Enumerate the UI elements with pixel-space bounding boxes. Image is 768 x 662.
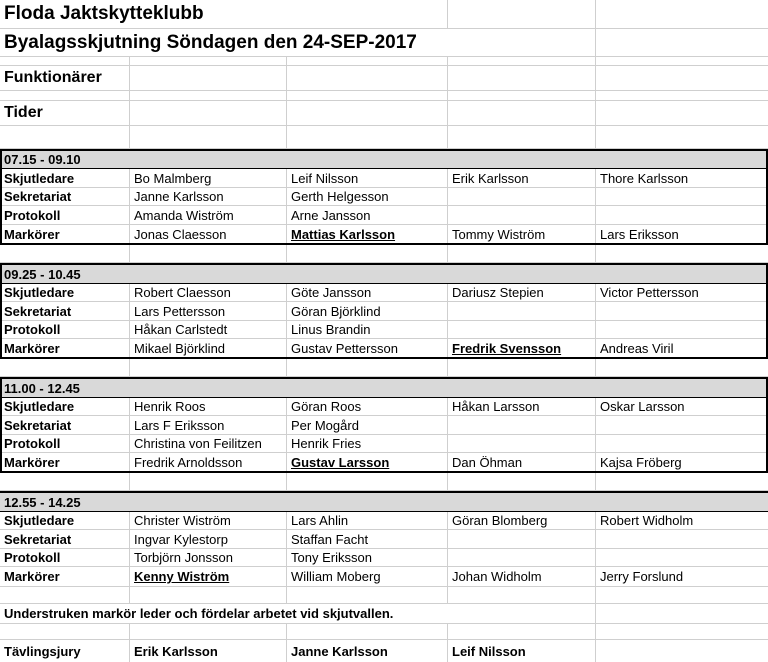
role-label: Skjutledare <box>0 512 130 529</box>
cell[interactable] <box>287 245 448 262</box>
person-cell[interactable] <box>448 188 596 205</box>
person-cell[interactable]: Andreas Viril <box>600 341 674 356</box>
person-cell[interactable]: Dan Öhman <box>448 453 596 472</box>
person-cell[interactable] <box>448 416 596 434</box>
person-cell[interactable]: Göte Jansson <box>287 284 448 301</box>
cell[interactable] <box>0 587 130 603</box>
slot-time: 11.00 - 12.45 <box>4 380 80 396</box>
person-cell[interactable] <box>448 302 596 320</box>
person-cell[interactable]: Göran Blomberg <box>448 512 596 529</box>
table-row <box>0 339 768 359</box>
person-cell[interactable]: Thore Karlsson <box>600 170 689 186</box>
person-cell[interactable]: Lars Ahlin <box>287 512 448 529</box>
cell[interactable] <box>287 126 448 148</box>
sheet-row <box>0 245 768 263</box>
cell[interactable] <box>0 624 130 639</box>
person-cell[interactable]: Linus Brandin <box>287 321 448 338</box>
person-cell[interactable]: Ingvar Kylestorp <box>130 530 287 548</box>
event-title: Byalagsskjutning Söndagen den 24-SEP-2017 <box>4 31 417 53</box>
person-cell[interactable]: Jerry Forslund <box>600 569 684 584</box>
table-row <box>0 398 768 416</box>
cell[interactable] <box>448 0 596 28</box>
cell[interactable] <box>448 57 596 65</box>
slot-time: 07.15 - 09.10 <box>4 152 81 167</box>
cell[interactable] <box>287 101 448 125</box>
cell[interactable] <box>130 126 287 148</box>
person-cell[interactable]: Lars Pettersson <box>130 302 287 320</box>
slot-time-row <box>0 263 768 284</box>
cell[interactable] <box>448 624 596 639</box>
cell[interactable] <box>287 0 448 28</box>
cell[interactable] <box>130 587 287 603</box>
cell[interactable] <box>448 101 596 125</box>
cell[interactable] <box>448 245 596 262</box>
lead-marker-cell[interactable]: Mattias Karlsson <box>287 225 448 244</box>
role-label: Sekretariat <box>0 416 130 434</box>
person-cell[interactable]: Henrik Fries <box>287 435 448 452</box>
table-row <box>0 567 768 587</box>
cell[interactable] <box>130 66 287 90</box>
person-cell[interactable]: Torbjörn Jonsson <box>130 549 287 566</box>
table-row <box>0 169 768 188</box>
sheet-row <box>0 91 768 101</box>
slot-time-row <box>0 149 768 169</box>
sheet-row <box>0 359 768 377</box>
lead-marker-cell[interactable]: Kenny Wiström <box>130 567 287 586</box>
person-cell[interactable]: Victor Pettersson <box>600 285 699 300</box>
person-cell[interactable]: Gustav Pettersson <box>287 339 448 358</box>
person-cell[interactable]: Lars F Eriksson <box>130 416 287 434</box>
cell[interactable] <box>596 359 768 376</box>
role-label: Sekretariat <box>0 302 130 320</box>
person-cell[interactable]: Tommy Wiström <box>448 225 596 244</box>
person-cell[interactable]: Johan Widholm <box>448 567 596 586</box>
table-row <box>0 435 768 453</box>
person-cell[interactable] <box>448 206 596 224</box>
person-cell[interactable]: Göran Roos <box>287 398 448 415</box>
cell[interactable] <box>130 624 287 639</box>
cell[interactable] <box>287 57 448 65</box>
sheet-row <box>0 66 768 91</box>
table-row <box>0 453 768 473</box>
cell[interactable] <box>130 91 287 100</box>
person-cell[interactable]: Christer Wiström <box>130 512 287 529</box>
cell[interactable] <box>287 66 448 90</box>
sheet-row <box>0 126 768 149</box>
person-cell[interactable] <box>448 549 596 566</box>
person-cell[interactable]: Mikael Björklind <box>130 339 287 358</box>
cell[interactable] <box>287 359 448 376</box>
cell[interactable] <box>596 604 768 623</box>
slot-time-row <box>0 377 768 398</box>
cell[interactable] <box>448 604 596 623</box>
table-row <box>0 225 768 245</box>
slot-time: 12.55 - 14.25 <box>4 494 81 510</box>
cell[interactable] <box>287 587 448 603</box>
role-label: Skjutledare <box>0 284 130 301</box>
cell[interactable] <box>130 359 287 376</box>
person-cell[interactable]: Robert Claesson <box>130 284 287 301</box>
person-cell[interactable] <box>448 321 596 338</box>
cell[interactable] <box>0 126 130 148</box>
jury-member[interactable]: Leif Nilsson <box>448 640 596 662</box>
person-cell[interactable] <box>596 321 768 338</box>
role-label: Markörer <box>0 339 130 358</box>
jury-member[interactable]: Janne Karlsson <box>287 640 448 662</box>
person-cell[interactable]: William Moberg <box>287 567 448 586</box>
jury-label: Tävlingsjury <box>0 640 130 662</box>
person-cell[interactable]: Tony Eriksson <box>287 549 448 566</box>
role-label: Sekretariat <box>0 530 130 548</box>
person-cell[interactable] <box>596 302 768 320</box>
cell[interactable] <box>596 126 768 148</box>
person-cell[interactable] <box>596 416 768 434</box>
cell[interactable] <box>287 91 448 100</box>
person-cell[interactable] <box>596 435 768 452</box>
role-label: Skjutledare <box>0 169 130 187</box>
table-row <box>0 206 768 225</box>
role-label: Protokoll <box>0 321 130 338</box>
slot-time: 09.25 - 10.45 <box>4 266 81 282</box>
sheet-row <box>0 473 768 491</box>
person-cell[interactable]: Fredrik Arnoldsson <box>130 453 287 472</box>
functionaries-heading: Funktionärer <box>0 66 130 90</box>
sheet-row <box>0 29 768 57</box>
club-title: Floda Jaktskytteklubb <box>4 3 204 24</box>
sheet-row <box>0 624 768 640</box>
note-text: Understruken markör leder och fördelar arbetet vid skjutvallen. <box>4 606 394 621</box>
cell[interactable] <box>448 587 596 603</box>
cell[interactable] <box>596 587 768 603</box>
cell[interactable] <box>448 29 596 56</box>
person-cell[interactable] <box>596 188 768 205</box>
table-row <box>0 416 768 435</box>
cell[interactable] <box>596 473 768 490</box>
cell[interactable] <box>596 245 768 262</box>
person-cell[interactable]: Lars Eriksson <box>600 227 679 242</box>
person-cell[interactable] <box>596 530 768 548</box>
table-row <box>0 321 768 339</box>
cell[interactable] <box>287 473 448 490</box>
cell[interactable] <box>448 66 596 90</box>
role-label: Markörer <box>0 225 130 244</box>
table-row <box>0 512 768 530</box>
cell[interactable] <box>448 126 596 148</box>
sheet-row <box>0 587 768 604</box>
sheet-row <box>0 101 768 126</box>
person-cell[interactable]: Henrik Roos <box>130 398 287 415</box>
cell[interactable] <box>0 359 130 376</box>
table-row <box>0 188 768 206</box>
person-cell[interactable]: Per Mogård <box>287 416 448 434</box>
person-cell[interactable]: Kajsa Fröberg <box>600 455 682 470</box>
person-cell[interactable] <box>448 530 596 548</box>
cell[interactable] <box>130 245 287 262</box>
role-label: Markörer <box>0 453 130 472</box>
person-cell[interactable]: Christina von Feilitzen <box>130 435 287 452</box>
table-row <box>0 284 768 302</box>
cell[interactable] <box>596 0 768 28</box>
person-cell[interactable]: Arne Jansson <box>287 206 448 224</box>
person-cell[interactable]: Håkan Carlstedt <box>130 321 287 338</box>
person-cell[interactable] <box>448 435 596 452</box>
table-row <box>0 530 768 549</box>
role-label: Skjutledare <box>0 398 130 415</box>
person-cell[interactable]: Robert Widholm <box>600 513 694 528</box>
sheet-row <box>0 604 768 624</box>
person-cell[interactable] <box>596 206 768 224</box>
cell[interactable] <box>287 624 448 639</box>
role-label: Sekretariat <box>0 188 130 205</box>
person-cell[interactable]: Håkan Larsson <box>448 398 596 415</box>
sheet-row <box>0 57 768 66</box>
jury-member[interactable]: Erik Karlsson <box>130 640 287 662</box>
cell[interactable] <box>596 640 768 662</box>
role-label: Protokoll <box>0 435 130 452</box>
person-cell[interactable]: Jonas Claesson <box>130 225 287 244</box>
cell[interactable] <box>596 29 768 56</box>
cell[interactable] <box>0 91 130 100</box>
person-cell[interactable]: Staffan Facht <box>287 530 448 548</box>
cell[interactable] <box>596 624 768 639</box>
sheet-row <box>0 0 768 29</box>
cell[interactable] <box>596 101 768 125</box>
role-label: Protokoll <box>0 549 130 566</box>
person-cell[interactable]: Oskar Larsson <box>600 399 685 414</box>
cell[interactable] <box>0 473 130 490</box>
cell[interactable] <box>0 57 130 65</box>
table-row <box>0 302 768 321</box>
person-cell[interactable]: Amanda Wiström <box>130 206 287 224</box>
cell[interactable] <box>596 66 768 90</box>
cell[interactable] <box>130 473 287 490</box>
lead-marker-cell[interactable]: Gustav Larsson <box>287 453 448 472</box>
cell[interactable] <box>0 245 130 262</box>
cell[interactable] <box>448 473 596 490</box>
cell[interactable] <box>448 359 596 376</box>
person-cell[interactable]: Erik Karlsson <box>448 169 596 187</box>
person-cell[interactable]: Janne Karlsson <box>130 188 287 205</box>
times-heading: Tider <box>0 101 130 125</box>
jury-row <box>0 640 768 662</box>
cell[interactable] <box>448 91 596 100</box>
person-cell[interactable]: Gerth Helgesson <box>287 188 448 205</box>
role-label: Markörer <box>0 567 130 586</box>
person-cell[interactable] <box>596 549 768 566</box>
table-row <box>0 549 768 567</box>
lead-marker-cell[interactable]: Fredrik Svensson <box>448 339 596 358</box>
cell[interactable] <box>130 101 287 125</box>
slot-time-row <box>0 491 768 512</box>
role-label: Protokoll <box>0 206 130 224</box>
cell[interactable] <box>130 57 287 65</box>
person-cell[interactable]: Dariusz Stepien <box>448 284 596 301</box>
person-cell[interactable]: Bo Malmberg <box>130 169 287 187</box>
person-cell[interactable]: Leif Nilsson <box>287 169 448 187</box>
cell[interactable] <box>596 91 768 100</box>
person-cell[interactable]: Göran Björklind <box>287 302 448 320</box>
cell[interactable] <box>596 57 768 65</box>
